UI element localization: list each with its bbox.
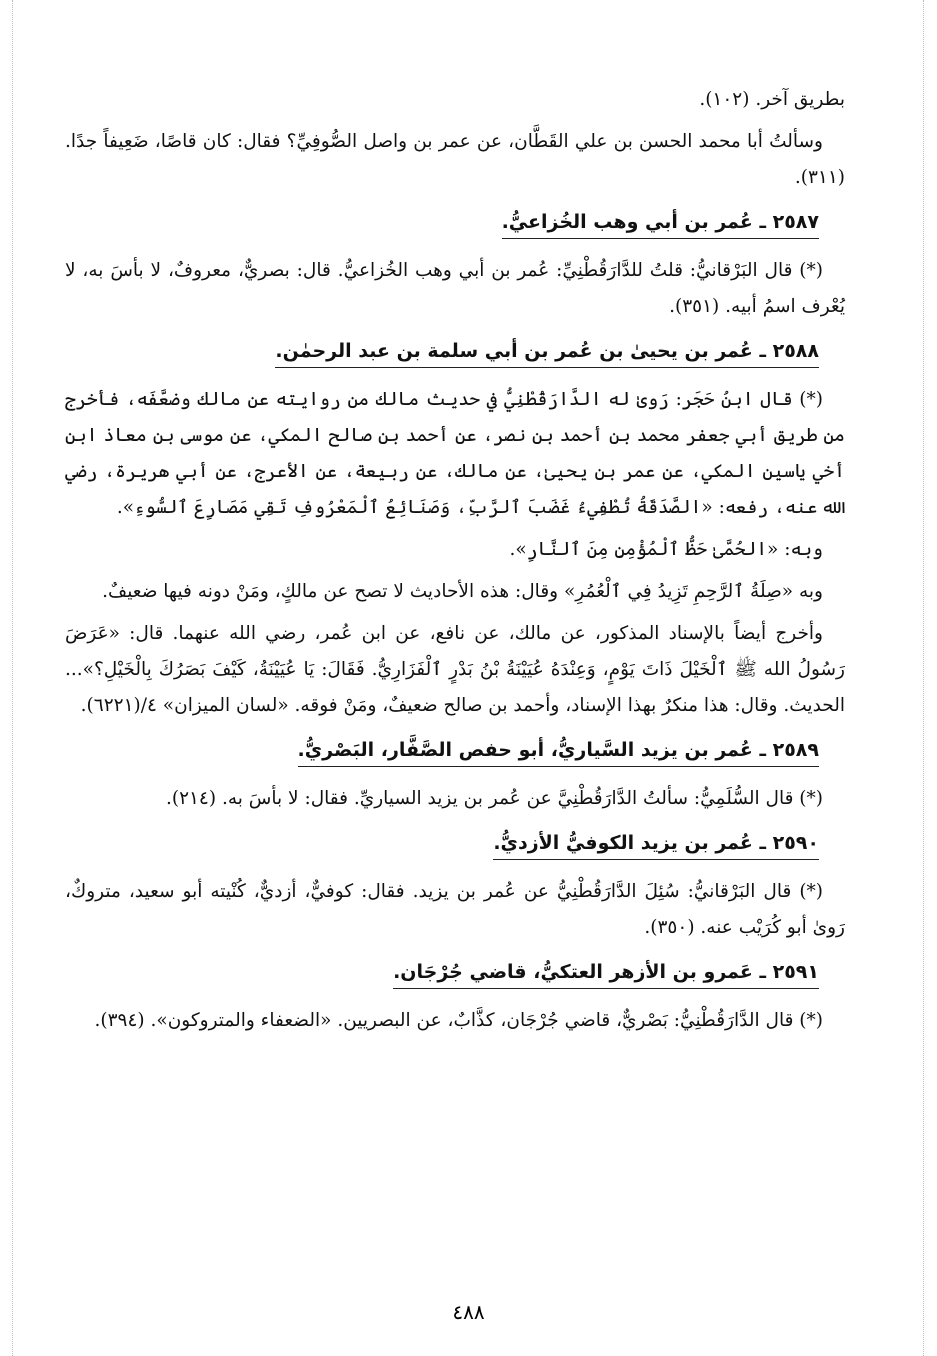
- entry-heading-2589: ٢٥٨٩ ـ عُمر بن يزيد السَّياريُّ، أبو حفص الصَّفَّار، البَصْريُّ.: [298, 734, 819, 767]
- entry-text-2588-c: وبه «صِلَةُ ٱلرَّحِمِ تَزِيدُ فِي ٱلْعُمُرِ» وقال: هذه الأحاديث لا تصح عن مالكٍ، ومَنْ دونه فيها ضعيفٌ.: [102, 581, 823, 602]
- paragraph-umar-ibn-wasil: وسألتُ أبا محمد الحسن بن علي القَطَّان، عن عمر بن واصل الصُّوفِيِّ؟ فقال: كان قاصًا، ضَعِيفاً جدًا. (٣١١).: [65, 131, 845, 188]
- entry-heading-2590: ٢٥٩٠ ـ عُمر بن يزيد الكوفيُّ الأزديُّ.: [493, 827, 819, 860]
- page-body: [65, 82, 845, 1045]
- paragraph-continuation: بطريق آخر. (١٠٢).: [699, 89, 845, 110]
- entry-text-2588-b: وبه: «الحُمَّىٰ حَظُّ ٱلْمُؤْمِنِ مِنَ ٱلنَّارِ».: [509, 539, 823, 560]
- entry-text-2588-a: (*) قال ابنُ حَجَر: رَوىٰ له الدَّارَقُطْنِيُّ في حديث مالك من روايته عن مالك وضعَّفَه، فأخرج من طريق أبي جعفر محمد بن أحمد بن نصر، عن أحمد بن صالح المكي، عن موسى بن معاذ ابن أخي ياسين المكي، عن عمر بن يحيىٰ، عن مالك، عن ربيعة، عن الأعرج، عن أبي هريرة، رضي الله عنه، رفعه: «الصَّدَقَةُ تُطْفِيءُ غَضَبَ ٱلرَّبِّ، وَصَنَائِعُ ٱلْمَعْرُوفِ تَقِي مَصَارِعَ ٱلسُّوءِ».: [65, 389, 845, 518]
- entry-text-2591: (*) قال الدَّارَقُطْنِيُّ: بَصْريٌّ، قاضي جُرْجَان، كذَّابٌ، عن البصريين. «الضعفاء والمتروكون». (٣٩٤).: [94, 1010, 823, 1031]
- entry-heading-2588: ٢٥٨٨ ـ عُمر بن يحيىٰ بن عُمر بن أبي سلمة بن عبد الرحمٰن.: [275, 335, 819, 368]
- entry-text-2589: (*) قال السُّلَمِيُّ: سألتُ الدَّارَقُطْنِيَّ عن عُمر بن يزيد السياريِّ. فقال: لا بأسَ به. (٢١٤).: [165, 788, 823, 809]
- entry-heading-2591: ٢٥٩١ ـ عَمرو بن الأزهر العتكيُّ، قاضي جُرْجَان.: [393, 956, 819, 989]
- entry-heading-2587: ٢٥٨٧ ـ عُمر بن أبي وهب الخُزاعيُّ.: [502, 206, 819, 239]
- page-number: ٤٨٨: [452, 1300, 485, 1324]
- entry-text-2590: (*) قال البَرْقانيُّ: سُئِلَ الدَّارَقُطْنِيُّ عن عُمر بن يزيد. فقال: كوفيٌّ، أزديٌّ، كُنْيته أبو سعيد، متروكٌ، رَوىٰ أبو كُرَيْب عنه. (٣٥٠).: [65, 881, 845, 938]
- entry-text-2588-d: وأخرج أيضاً بالإسناد المذكور، عن مالك، عن نافع، عن ابن عُمر، رضي الله عنهما. قال: «عَرَضَ رَسُولُ الله ﷺ ٱلْخَيْلَ ذَاتَ يَوْمٍ، وَعِنْدَهُ عُيَيْنَةُ بْنُ بَدْرٍ ٱلْفَزَارِيُّ. فَقَالَ: يَا عُيَيْنَةُ، كَيْفَ بَصَرُكَ بِالْخَيْلِ؟»... الحديث. وقال: هذا منكرٌ بهذا الإسناد، وأحمد بن صالح ضعيفٌ، ومَنْ فوقه. «لسان الميزان» ٤/(٦٢٢١).: [65, 623, 845, 716]
- entry-text-2587: (*) قال البَرْقانيُّ: قلتُ للدَّارَقُطْنِيِّ: عُمر بن أبي وهب الخُزاعيُّ. قال: بصريٌّ، معروفٌ، لا بأسَ به، لا يُعْرف اسمُ أبيه. (٣٥١).: [65, 260, 845, 317]
- scan-edge-left: [12, 0, 14, 1356]
- scan-edge-right: [923, 0, 925, 1356]
